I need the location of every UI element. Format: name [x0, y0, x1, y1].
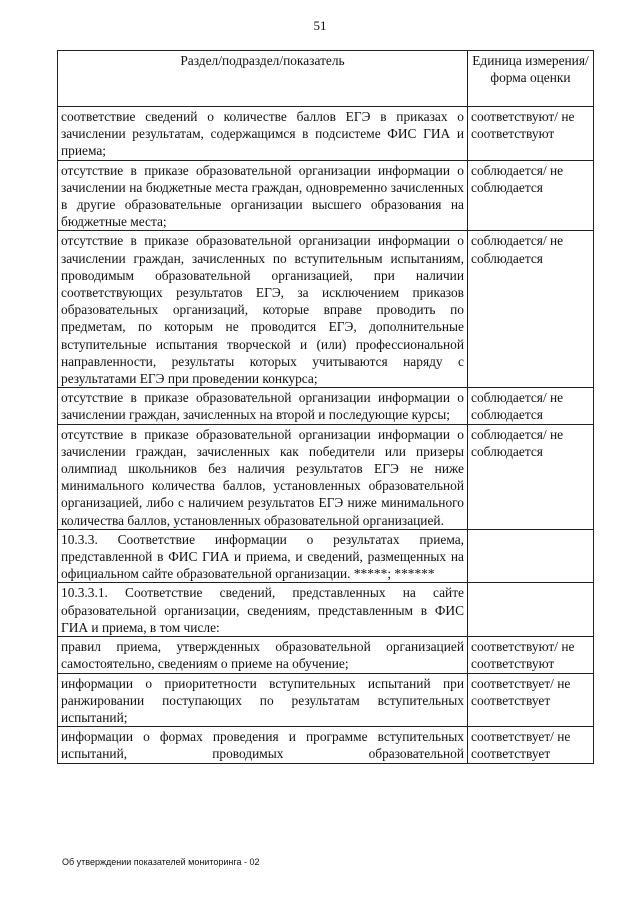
row-text: отсутствие в приказе образовательной организации информации о зачислении граждан, зачисленных как победители или призеры олимпиад школьников без наличия результатов ЕГЭ не ниже минимального количества баллов, установленных образовательной организацией, либо с наличием результатов ЕГЭ ниже минимального количества баллов, установленных образовательной организацией. — [58, 424, 468, 529]
indicators-table — [57, 50, 594, 764]
table-row — [58, 583, 594, 637]
row-unit-empty — [468, 583, 594, 637]
row-text: правил приема, утвержденных образовательной организацией самостоятельно, сведениям о приеме на обучение; — [58, 637, 468, 673]
table-row — [58, 673, 594, 727]
header-unit-form: Единица измерения/ форма оценки — [468, 51, 594, 107]
row-text: отсутствие в приказе образовательной организации информации о зачислении граждан, зачисленных по вступительным испытаниям, проводимым образовательной организацией, при наличии соответствующих результатов ЕГЭ, за исключением приказов образовательных организаций, которые вправе проводить по предметам, по которым не проводится ЕГЭ, дополнительные вступительные испытания творческой и (или) профессиональной направленности, результаты которых учитываются наряду с результатами ЕГЭ при проведении конкурса; — [58, 231, 468, 388]
row-unit-empty — [468, 529, 594, 583]
section-10-3-3: 10.3.3. Соответствие информации о результатах приема, представленной в ФИС ГИА и приема, и сведений, размещенных на официальном сайте образовательной организации. *****; ****** — [58, 529, 468, 583]
row-unit: соблюдается/ не соблюдается — [468, 160, 594, 231]
table-row — [58, 107, 594, 161]
table-row — [58, 727, 594, 763]
row-unit: соблюдается/ не соблюдается — [468, 388, 594, 424]
header-section-indicator: Раздел/подраздел/показатель — [58, 51, 468, 107]
row-unit: соответствуют/ не соответствуют — [468, 107, 594, 161]
table-row — [58, 529, 594, 583]
row-unit: соответствуют/ не соответствуют — [468, 637, 594, 673]
row-unit: соответствует/ не соответствует — [468, 673, 594, 727]
table-header-row — [58, 51, 594, 107]
row-unit: соблюдается/ не соблюдается — [468, 231, 594, 388]
document-footer: Об утверждении показателей мониторинга - 02 — [62, 857, 260, 867]
table-row — [58, 388, 594, 424]
row-text: соответствие сведений о количестве баллов ЕГЭ в приказах о зачислении результатам, содержащимся в подсистеме ФИС ГИА и приема; — [58, 107, 468, 161]
row-text: информации о приоритетности вступительных испытаний при ранжировании поступающих по результатам вступительных испытаний; — [58, 673, 468, 727]
row-text: информации о формах проведения и программе вступительных испытаний, проводимых образовательной — [58, 727, 468, 763]
row-text: отсутствие в приказе образовательной организации информации о зачислении граждан, зачисленных на второй и последующие курсы; — [58, 388, 468, 424]
table-row — [58, 160, 594, 231]
row-unit: соблюдается/ не соблюдается — [468, 424, 594, 529]
page-number: 51 — [313, 18, 327, 33]
table-row — [58, 231, 594, 388]
section-10-3-3-1: 10.3.3.1. Соответствие сведений, представленных на сайте образовательной организации, сведениям, представленным в ФИС ГИА и приема, в том числе: — [58, 583, 468, 637]
table-row — [58, 637, 594, 673]
row-text: отсутствие в приказе образовательной организации информации о зачислении на бюджетные места граждан, одновременно зачисленных в другие образовательные организации высшего образования на бюджетные места; — [58, 160, 468, 231]
table-row — [58, 424, 594, 529]
row-unit: соответствует/ не соответствует — [468, 727, 594, 763]
